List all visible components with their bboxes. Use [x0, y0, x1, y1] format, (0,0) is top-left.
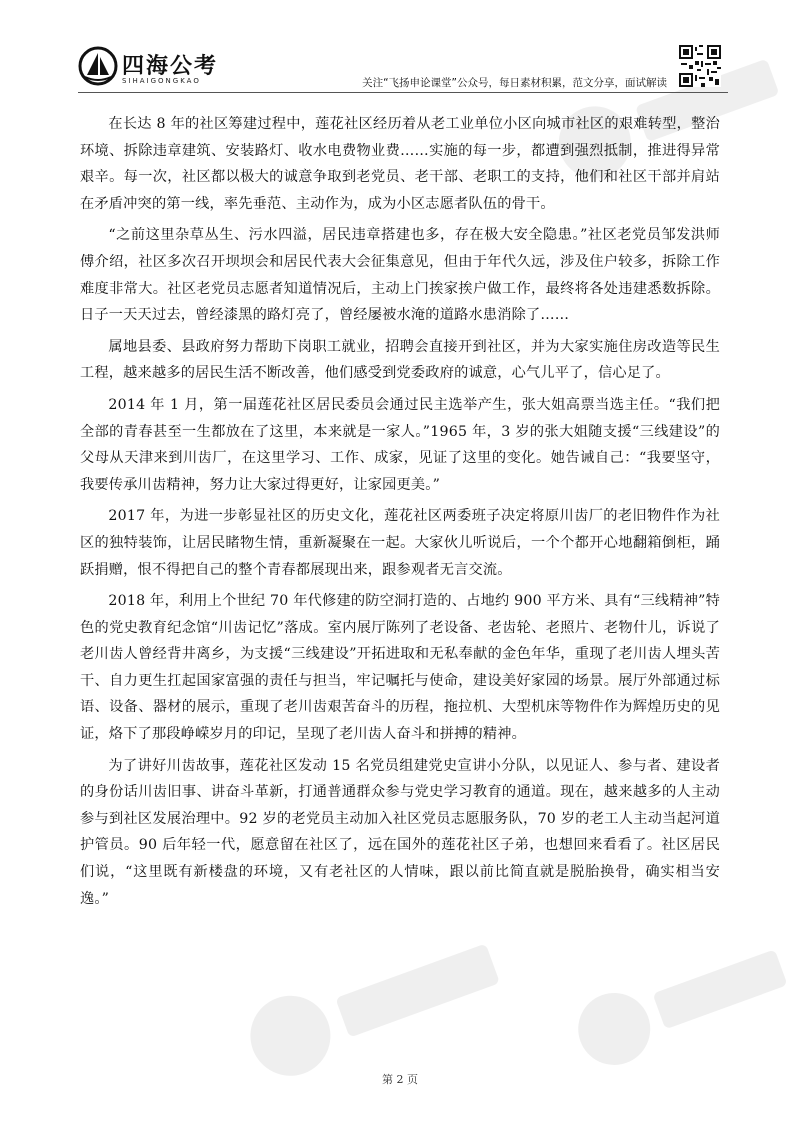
paragraph: 在长达 8 年的社区筹建过程中，莲花社区经历着从老工业单位小区向城市社区的艰难转型，整治环境、拆除违章建筑、安装路灯、收水电费物业费……实施的每一步，都遭到强烈抵制，推进得异常艰辛。每一次，社区都以极大的诚意争取到老党员、老干部、老职工的支持，他们和社区干部并肩站在矛盾冲突的第一线，率先垂范、主动作为，成为小区志愿者队伍的骨干。	[80, 116, 720, 212]
paragraph: 为了讲好川齿故事，莲花社区发动 15 名党员组建党史宣讲小分队，以见证人、参与者、建设者的身份话川齿旧事、讲奋斗革新，打通普通群众参与党史学习教育的通道。现在，越来越多的人主动参与到社区发展治理中。92 岁的老党员主动加入社区党员志愿服务队，70 岁的老工人主动当起河道护管员。90 后年轻一代，愿意留在社区了，远在国外的莲花社区子弟，也想回来看看了。社区居民们说，“这里既有新楼盘的环境，又有老社区的人情味，跟以前比简直就是脱胎换骨，确实相当安逸。”	[80, 757, 720, 907]
header-divider	[78, 92, 728, 93]
paragraph: 2018 年，利用上个世纪 70 年代修建的防空洞打造的、占地约 900 平方米、具有“三线精神”特色的党史教育纪念馆“川齿记忆”落成。室内展厅陈列了老设备、老齿轮、老照片、老物什儿，诉说了老川齿人曾经背井离乡，为支援“三线建设”开拓进取和无私奉献的金色年华，重现了老川齿人埋头苦干、自力更生扛起国家富强的责任与担当，牢记嘱托与使命，建设美好家园的场景。展厅外部通过标语、设备、器材的展示，重现了老川齿艰苦奋斗的历程，拖拉机、大型机床等物件作为辉煌历史的见证，烙下了那段峥嵘岁月的印记，呈现了老川齿人奋斗和拼搏的精神。	[80, 593, 720, 743]
header-tagline: 关注“飞扬申论课堂”公众号，每日素材积累，范文分享，面试解读	[362, 77, 667, 89]
logo-subtitle: SIHAIGONGKAO	[122, 77, 201, 85]
article-body	[80, 111, 720, 917]
qr-code-icon	[679, 45, 721, 87]
watermark-logo-icon	[230, 930, 520, 1080]
logo-title: 四海公考	[122, 54, 219, 79]
paragraph: “之前这里杂草丛生、污水四溢，居民违章搭建也多，存在极大安全隐患。”社区老党员邹发洪师傅介绍，社区多次召开坝坝会和居民代表大会征集意见，但由于年代久远，涉及住户较多，拆除工作难度非常大。社区老党员志愿者知道情况后，主动上门挨家挨户做工作，最终将各处违建悉数拆除。日子一天天过去，曾经漆黑的路灯亮了，曾经屡被水淹的道路水患消除了……	[80, 227, 720, 324]
paragraph: 2014 年 1 月，第一届莲花社区居民委员会通过民主选举产生，张大姐高票当选主任。“我们把全部的青春甚至一生都放在了这里，本来就是一家人。”1965 年，3 岁的张大姐随支援“三线建设”的父母从天津来到川齿厂，在这里学习、工作、成家，见证了这里的变化。她告诫自己：“我要坚守，我要传承川齿精神，努力让大家过得更好，让家园更美。”	[80, 396, 720, 493]
page-header	[0, 0, 800, 100]
paragraph: 2017 年，为进一步彰显社区的历史文化，莲花社区两委班子决定将原川齿厂的老旧物件作为社区的独特装饰，让居民睹物生情，重新凝聚在一起。大家伙儿听说后，一个个都开心地翻箱倒柜，踊跃捐赠，恨不得把自己的整个青春都展现出来，跟参观者无言交流。	[80, 508, 720, 578]
paragraph: 属地县委、县政府努力帮助下岗职工就业，招聘会直接开到社区，并为大家实施住房改造等民生工程，越来越多的居民生活不断改善，他们感受到党委政府的诚意，心气儿平了，信心足了。	[80, 338, 720, 382]
watermark-logo-icon	[560, 930, 800, 1080]
sailboat-logo-icon	[78, 46, 118, 86]
page-number: 第 2 页	[382, 1073, 418, 1086]
brand-logo	[78, 46, 228, 96]
